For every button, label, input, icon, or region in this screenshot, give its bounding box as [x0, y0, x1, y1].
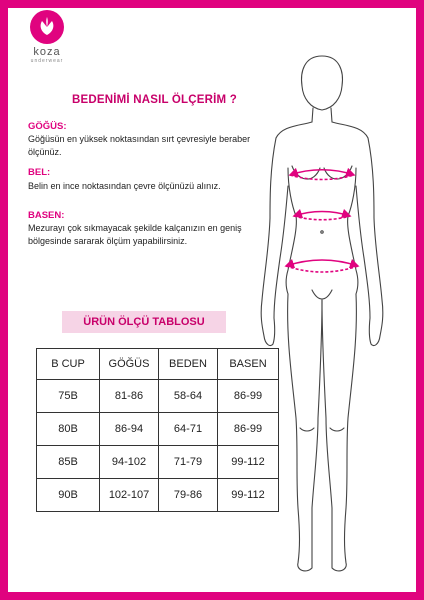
size-table-header: B CUP: [37, 349, 100, 380]
table-cell: 79-86: [159, 479, 218, 512]
table-cell: 102-107: [100, 479, 159, 512]
section-body-basen: Mezurayı çok sıkmayacak şekilde kalçanızın en geniş bölgesinde sararak ölçüm yapabilirsiniz.: [28, 223, 242, 246]
table-cell: 64-71: [159, 413, 218, 446]
table-cell: 86-99: [218, 413, 279, 446]
table-cell: 99-112: [218, 446, 279, 479]
section-title-gogus: GÖĞÜS:: [28, 121, 67, 132]
page-title: BEDENİMİ NASIL ÖLÇERİM ?: [72, 94, 237, 106]
koza-flower-icon: [30, 10, 64, 44]
section-title-basen: BASEN:: [28, 210, 65, 221]
body-silhouette-icon: [240, 18, 410, 580]
brand-logo: [22, 10, 72, 64]
table-cell: 81-86: [100, 380, 159, 413]
table-cell: 80B: [37, 413, 100, 446]
table-cell: 71-79: [159, 446, 218, 479]
table-cell: 90B: [37, 479, 100, 512]
size-table-title: ÜRÜN ÖLÇÜ TABLOSU: [62, 311, 226, 333]
table-cell: 58-64: [159, 380, 218, 413]
section-body-gogus: Göğüsün en yüksek noktasından sırt çevresiyle beraber ölçünüz.: [28, 134, 251, 157]
brand-name: koza: [33, 46, 61, 58]
size-table-header: BEDEN: [159, 349, 218, 380]
table-cell: 85B: [37, 446, 100, 479]
table-cell: 86-99: [218, 380, 279, 413]
table-cell: 86-94: [100, 413, 159, 446]
section-title-bel: BEL:: [28, 167, 51, 178]
size-table-header: BASEN: [218, 349, 279, 380]
brand-tagline: underwear: [30, 58, 64, 64]
table-cell: 75B: [37, 380, 100, 413]
section-body-bel: Belin en ince noktasından çevre ölçünüzü alınız.: [28, 181, 221, 191]
size-table-header: GÖĞÜS: [100, 349, 159, 380]
table-cell: 94-102: [100, 446, 159, 479]
table-cell: 99-112: [218, 479, 279, 512]
